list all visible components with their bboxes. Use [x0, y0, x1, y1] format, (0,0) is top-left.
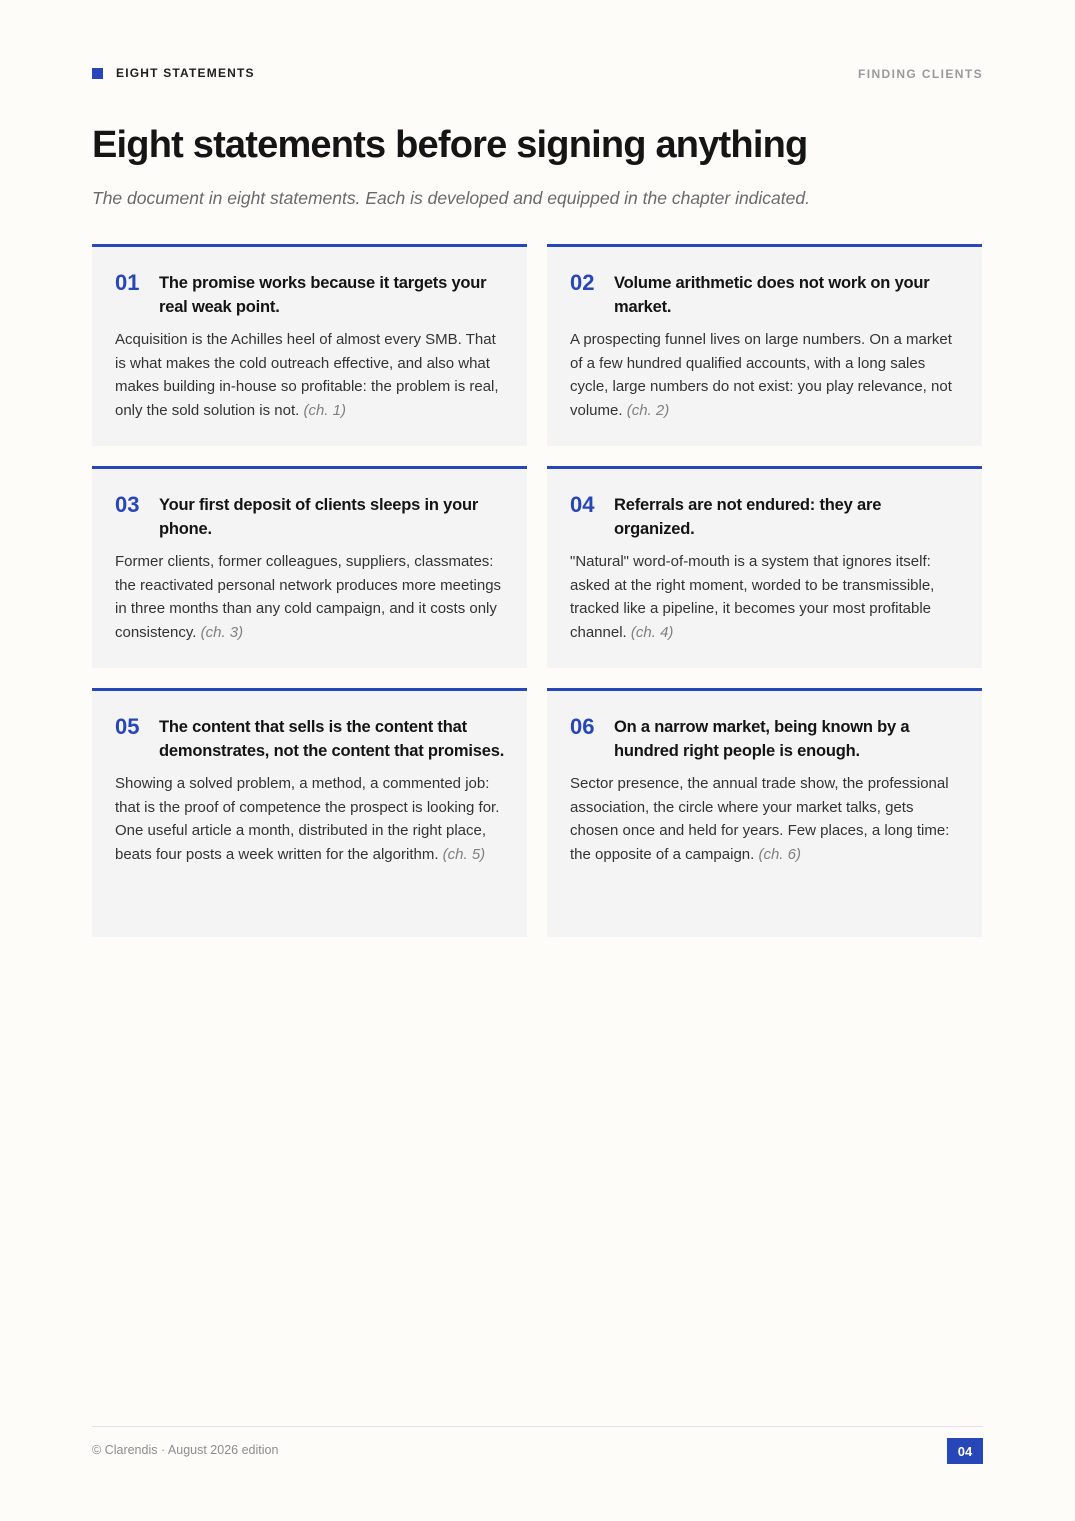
section-label: EIGHT STATEMENTS — [116, 66, 255, 80]
statement-body: Acquisition is the Achilles heel of almost every SMB. That is what makes the cold outreach effective, and also what makes building in-house so profitable: the problem is real, only the sold solution is not. (ch. 1) — [115, 331, 499, 419]
section-tag — [92, 66, 255, 80]
chapter-reference: (ch. 1) — [303, 401, 346, 419]
statement-title: Volume arithmetic does not work on your market. — [614, 274, 930, 316]
statement-number: 05 — [115, 714, 140, 739]
chapter-reference: (ch. 5) — [442, 845, 486, 863]
chapter-reference: (ch. 2) — [626, 401, 670, 419]
statement-body: "Natural" word-of-mouth is a system that ignores itself: asked at the right moment, worded to be transmissible, tracked like a pipeline, it becomes your most profitable channel. (ch. 4) — [570, 553, 935, 641]
statement-title: The content that sells is the content that demonstrates, not the content that promises. — [159, 718, 505, 760]
statement-number: 01 — [115, 270, 140, 295]
statement-body: Former clients, former colleagues, suppliers, classmates: the reactivated personal network produces more meetings in three months than any cold campaign, and it costs only consistency. (ch. 3) — [115, 553, 502, 641]
statement-number: 06 — [570, 714, 595, 739]
chapter-reference: (ch. 3) — [200, 623, 244, 641]
statement-card-01 — [92, 244, 527, 446]
section-square-icon — [92, 68, 103, 79]
statement-body: Showing a solved problem, a method, a commented job: that is the proof of competence the prospect is looking for. One useful article a month, distributed in the right place, beats four posts a week written for the algorithm. (ch. 5) — [115, 775, 500, 863]
statement-title: On a narrow market, being known by a hundred right people is enough. — [614, 718, 910, 760]
page-header — [92, 66, 983, 82]
footer-divider — [92, 1426, 983, 1427]
page-number-badge: 04 — [947, 1438, 983, 1464]
statement-number: 03 — [115, 492, 140, 517]
statement-card-03 — [92, 466, 527, 668]
statement-number: 02 — [570, 270, 595, 295]
document-label: FINDING CLIENTS — [858, 67, 983, 81]
chapter-reference: (ch. 4) — [630, 623, 674, 641]
page-subtitle: The document in eight statements. Each is developed and equipped in the chapter indicated. — [92, 188, 810, 208]
chapter-reference: (ch. 6) — [758, 845, 801, 863]
statement-body: Sector presence, the annual trade show, the professional association, the circle where your market talks, gets chosen once and held for years. Few places, a long time: the opposite of a campaign. (ch. 6) — [570, 775, 950, 863]
statement-card-02 — [547, 244, 982, 446]
statement-number: 04 — [570, 492, 595, 517]
statement-title: Referrals are not endured: they are organized. — [614, 496, 882, 538]
page-title: Eight statements before signing anything — [92, 124, 808, 166]
statement-body: A prospecting funnel lives on large numbers. On a market of a few hundred qualified accounts, with a long sales cycle, large numbers do not exist: you play relevance, not volume. (ch. 2) — [570, 331, 952, 419]
statement-title: The promise works because it targets your real weak point. — [159, 274, 487, 316]
footer-copyright: © Clarendis · August 2026 edition — [92, 1443, 279, 1457]
statement-card-04 — [547, 466, 982, 668]
statement-title: Your first deposit of clients sleeps in your phone. — [159, 496, 479, 538]
page — [92, 0, 983, 1521]
statement-card-06 — [547, 688, 982, 937]
statement-card-05 — [92, 688, 527, 937]
